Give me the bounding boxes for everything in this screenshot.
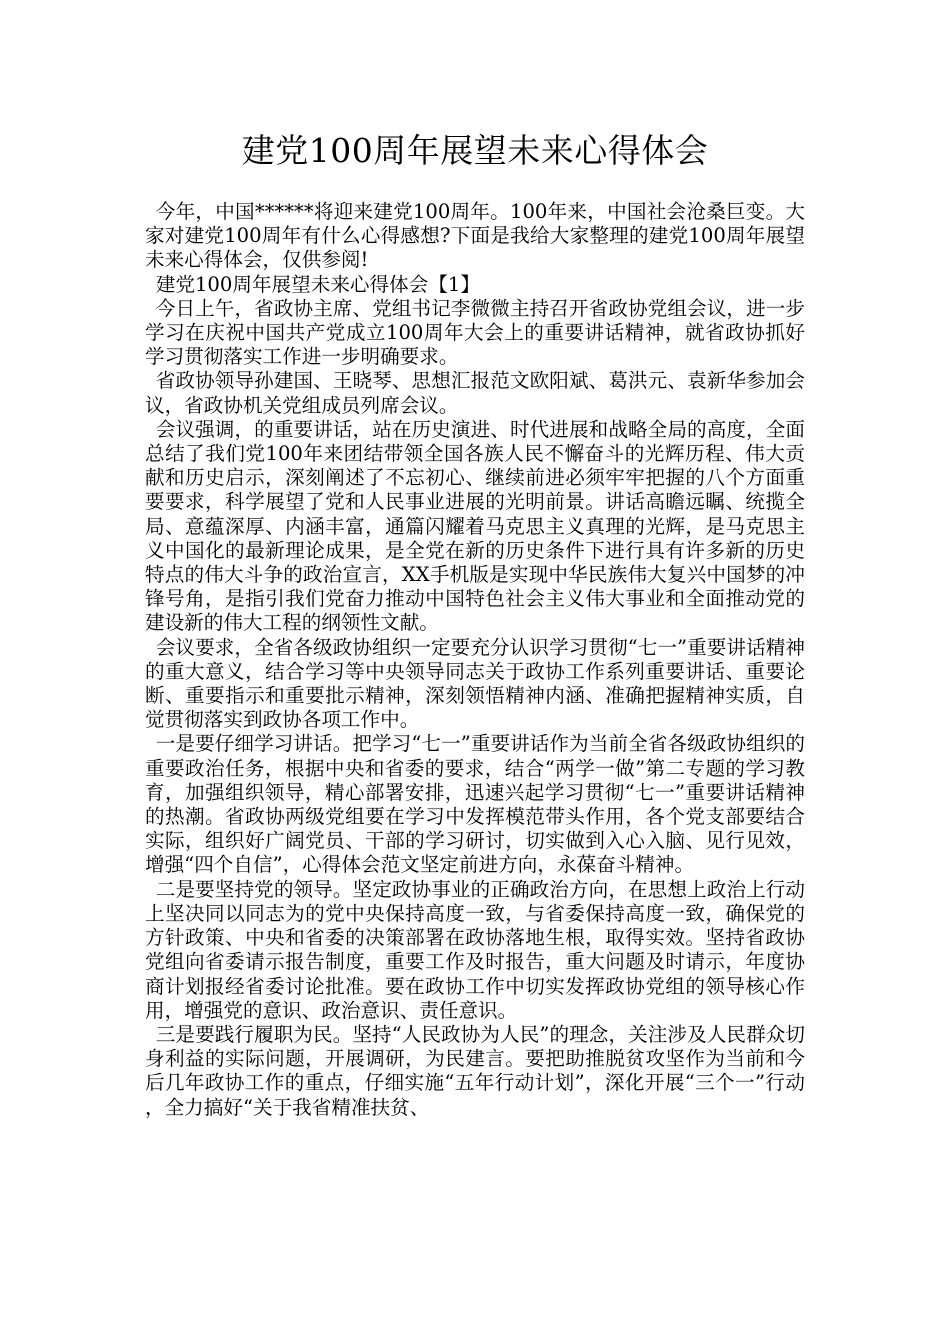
paragraph-meeting-requirements: 会议要求，全省各级政协组织一定要充分认识学习贯彻“七一”重要讲话精神的重大意义，结合学习等中央领导同志关于政协工作系列重要讲话、重要论断、重要指示和重要批示精神，深刻领悟精神内涵、准确把握精神实质，自觉贯彻落实到政协各项工作中。 [145,635,805,732]
section-heading-1: 建党100周年展望未来心得体会【1】 [155,272,480,296]
document-title: 建党100周年展望未来心得体会 [241,131,709,170]
paragraph-meeting-emphasis: 会议强调，的重要讲话，站在历史演进、时代进展和战略全局的高度，全面总结了我们党100年来团结带领全国各族人民不懈奋斗的光辉历程、伟大贡献和历史启示，深刻阐述了不忘初心、继续前进必须牢牢把握的八个方面重要要求，科学展望了党和人民事业进展的光明前景。讲话高瞻远瞩、统揽全局、意蕴深厚、内涵丰富，通篇闪耀着马克思主义真理的光辉，是马克思主义中国化的最新理论成果，是全党在新的历史条件下进行具有许多新的历史特点的伟大斗争的政治宣言，XX手机版是实现中华民族伟大复兴中国梦的冲锋号角，是指引我们党奋力推动中国特色社会主义伟大事业和全面推动党的建设新的伟大工程的纲领性文献。 [145,417,805,635]
paragraph-point-one: 一是要仔细学习讲话。把学习“七一”重要讲话作为当前全省各级政协组织的重要政治任务，根据中央和省委的要求，结合“两学一做”第二专题的学习教育，加强组织领导，精心部署安排，迅速兴起学习贯彻“七一”重要讲话精神的热潮。省政协两级党组要在学习中发挥模范带头作用，各个党支部要结合实际，组织好广阔党员、干部的学习研讨，切实做到入心入脑、见行见效，增强“四个自信”，心得体会范文坚定前进方向，永葆奋斗精神。 [145,732,805,877]
paragraph-point-three: 三是要践行履职为民。坚持“人民政协为人民”的理念，关注涉及人民群众切身利益的实际问题，开展调研，为民建言。要把助推脱贫攻坚作为当前和今后几年政协工作的重点，仔细实施“五年行动计划”，深化开展“三个一”行动，全力搞好“关于我省精准扶贫、 [145,1022,805,1119]
document-body [145,200,805,1120]
paragraph-attendees: 省政协领导孙建国、王晓琴、思想汇报范文欧阳斌、葛洪元、袁新华参加会议，省政协机关党组成员列席会议。 [145,369,805,417]
paragraph-intro: 今年，中国******将迎来建党100周年。100年来，中国社会沧桑巨变。大家对建党100周年有什么心得感想?下面是我给大家整理的建党100周年展望未来心得体会，仅供参阅! [145,200,805,272]
paragraph-meeting: 今日上午，省政协主席、党组书记李微微主持召开省政协党组会议，进一步学习在庆祝中国共产党成立100周年大会上的重要讲话精神，就省政协抓好学习贯彻落实工作进一步明确要求。 [145,296,805,369]
paragraph-point-two: 二是要坚持党的领导。坚定政协事业的正确政治方向，在思想上政治上行动上坚决同以同志为的党中央保持高度一致，与省委保持高度一致，确保党的方针政策、中央和省委的决策部署在政协落地生根，取得实效。坚持省政协党组向省委请示报告制度，重要工作及时报告，重大问题及时请示，年度协商计划报经省委讨论批准。要在政协工作中切实发挥政协党组的领导核心作用，增强党的意识、政治意识、责任意识。 [145,877,805,1022]
